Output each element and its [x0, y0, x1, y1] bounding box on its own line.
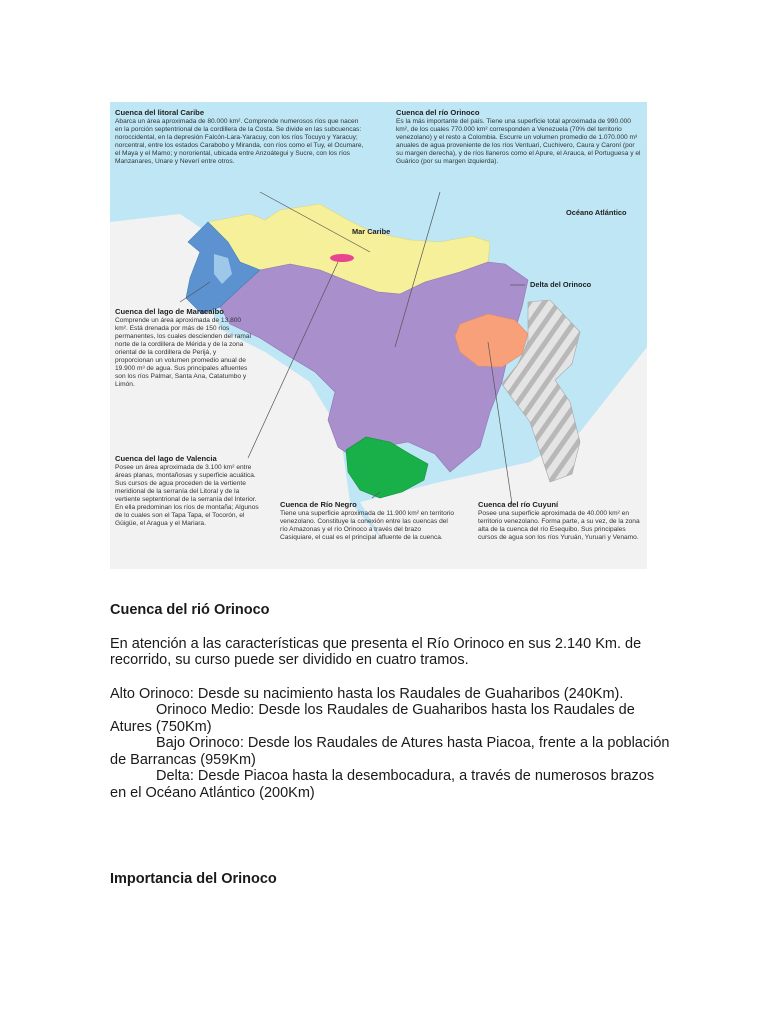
orinoco-basin-note: [396, 108, 642, 166]
cuyuni-basin-note: [478, 500, 644, 542]
caribe-basin-note: [115, 108, 365, 166]
orinoco-delta-label: Delta del Orinoco: [530, 280, 592, 289]
intro-paragraph: En atención a las características que presenta el Río Orinoco en sus 2.140 Km. de recorrido, su curso puede ser dividido en cuatro tramos.: [110, 635, 642, 668]
cuyuni-basin-description: Posee una superficie aproximada de 40.000 km² en territorio venezolano. Forma parte, a su vez, de la zona alta de la cuenca del río Esequibo. Sus principales cursos de agua son los ríos Yuruán, Yuruari y Venamo.: [478, 510, 640, 541]
tramo-delta: [110, 768, 670, 801]
tramos-list: [110, 686, 670, 802]
tramo-delta-text: Delta: Desde Piacoa hasta la desembocadura, a través de numerosos brazos en el Océano Atlántico (200Km): [110, 768, 655, 801]
valencia-basin-description: Posee un área aproximada de 3.100 km² entre áreas planas, montañosas y superficie acuática. Sus cursos de agua proceden de la vertiente meridional de la serranía del Litoral y de la vertiente septentrional de la serranía del Interior. En ella predominan los ríos de montaña; Algunos de lo cuales son el Tapa Tapa, el Tocorón, el Güigüe, el Aragua y el Mariara.: [115, 464, 259, 527]
maracaibo-basin-description: Comprende un área aproximada de 13.800 km². Está drenada por más de 150 ríos permanentes, los cuales descienden del ramal norte de la cordillera de Mérida y de la zona oriental de la cordillera de Perijá, y proporcionan un volumen promedio anual de 19.900 m³ de agua. Sus principales afluentes son los ríos Palmar, Santa Ana, Catatumbo y Limón.: [115, 317, 251, 388]
valencia-basin-note: [115, 454, 265, 528]
atlantic-ocean-label: Océano Atlántico: [566, 208, 627, 217]
negro-basin-title: Cuenca de Río Negro: [280, 500, 357, 509]
tramo-orinoco-medio-text: Orinoco Medio: Desde los Raudales de Guaharibos hasta los Raudales de Atures (750Km): [110, 702, 635, 735]
tramo-bajo-orinoco: [110, 735, 670, 768]
caribbean-sea-label: Mar Caribe: [352, 227, 391, 236]
tramo-orinoco-medio: [110, 702, 670, 735]
valencia-basin-area: [330, 254, 354, 262]
orinoco-basin-description: Es la más importante del país. Tiene una superficie total aproximada de 990.000 km², de los cuales 770.000 km² corresponden a Venezuela (70% del territorio venezolano) y el resto a Colombia. Escurre un volumen promedio de 1.070.000 m³ anuales de agua proveniente de los ríos Ventuari, Cuchivero, Caura y Caroní (por su margen derecha), y de ríos llaneros como el Apure, el Arauca, el Portuguesa y el Guárico (por su margen izquierda).: [396, 118, 641, 165]
section-heading-importancia: Importancia del Orinoco: [110, 871, 277, 887]
negro-basin-description: Tiene una superficie aproximada de 11.900 km² en territorio venezolano. Constituye la conexión entre las cuencas del río Amazonas y el río Orinoco a través del brazo Casiquiare, el cual es el principal afluente de la cuenca.: [280, 510, 455, 541]
tramo-bajo-orinoco-text: Bajo Orinoco: Desde los Raudales de Atures hasta Piacoa, frente a la población de Barrancas (959Km): [110, 735, 670, 768]
valencia-basin-title: Cuenca del lago de Valencia: [115, 454, 217, 463]
maracaibo-basin-title: Cuenca del lago de Maracaibo: [115, 307, 224, 316]
importance-section: [110, 871, 670, 888]
caribe-basin-description: Abarca un área aproximada de 80.000 km². Comprende numerosos ríos que nacen en la porción septentrional de la cordillera de la Costa. Se divide en las subcuencas: noroccidental, en la depresión Falcón-Lara-Yaracuy, con los ríos Tocuyo y Yaracuy; norcentral, entre los estados Carabobo y Miranda, con ríos como el Tuy, el Ocumare, el Maya y el Mamo; y nororiental, ubicada entre Anzoátegui y Sucre, con los ríos Manzanares, Unare y Neverí entre otros.: [115, 118, 364, 165]
negro-basin-note: [280, 500, 455, 542]
orinoco-basin-title: Cuenca del río Orinoco: [396, 108, 480, 117]
cuyuni-basin-title: Cuenca del río Cuyuní: [478, 500, 559, 509]
maracaibo-basin-note: [115, 307, 255, 389]
tramo-alto-orinoco: Alto Orinoco: Desde su nacimiento hasta los Raudales de Guaharibos (240Km).: [110, 685, 624, 702]
caribe-basin-title: Cuenca del litoral Caribe: [115, 108, 205, 117]
venezuela-basins-map: [110, 102, 647, 569]
orinoco-section: [110, 602, 670, 801]
section-heading-orinoco: Cuenca del rió Orinoco: [110, 602, 270, 618]
